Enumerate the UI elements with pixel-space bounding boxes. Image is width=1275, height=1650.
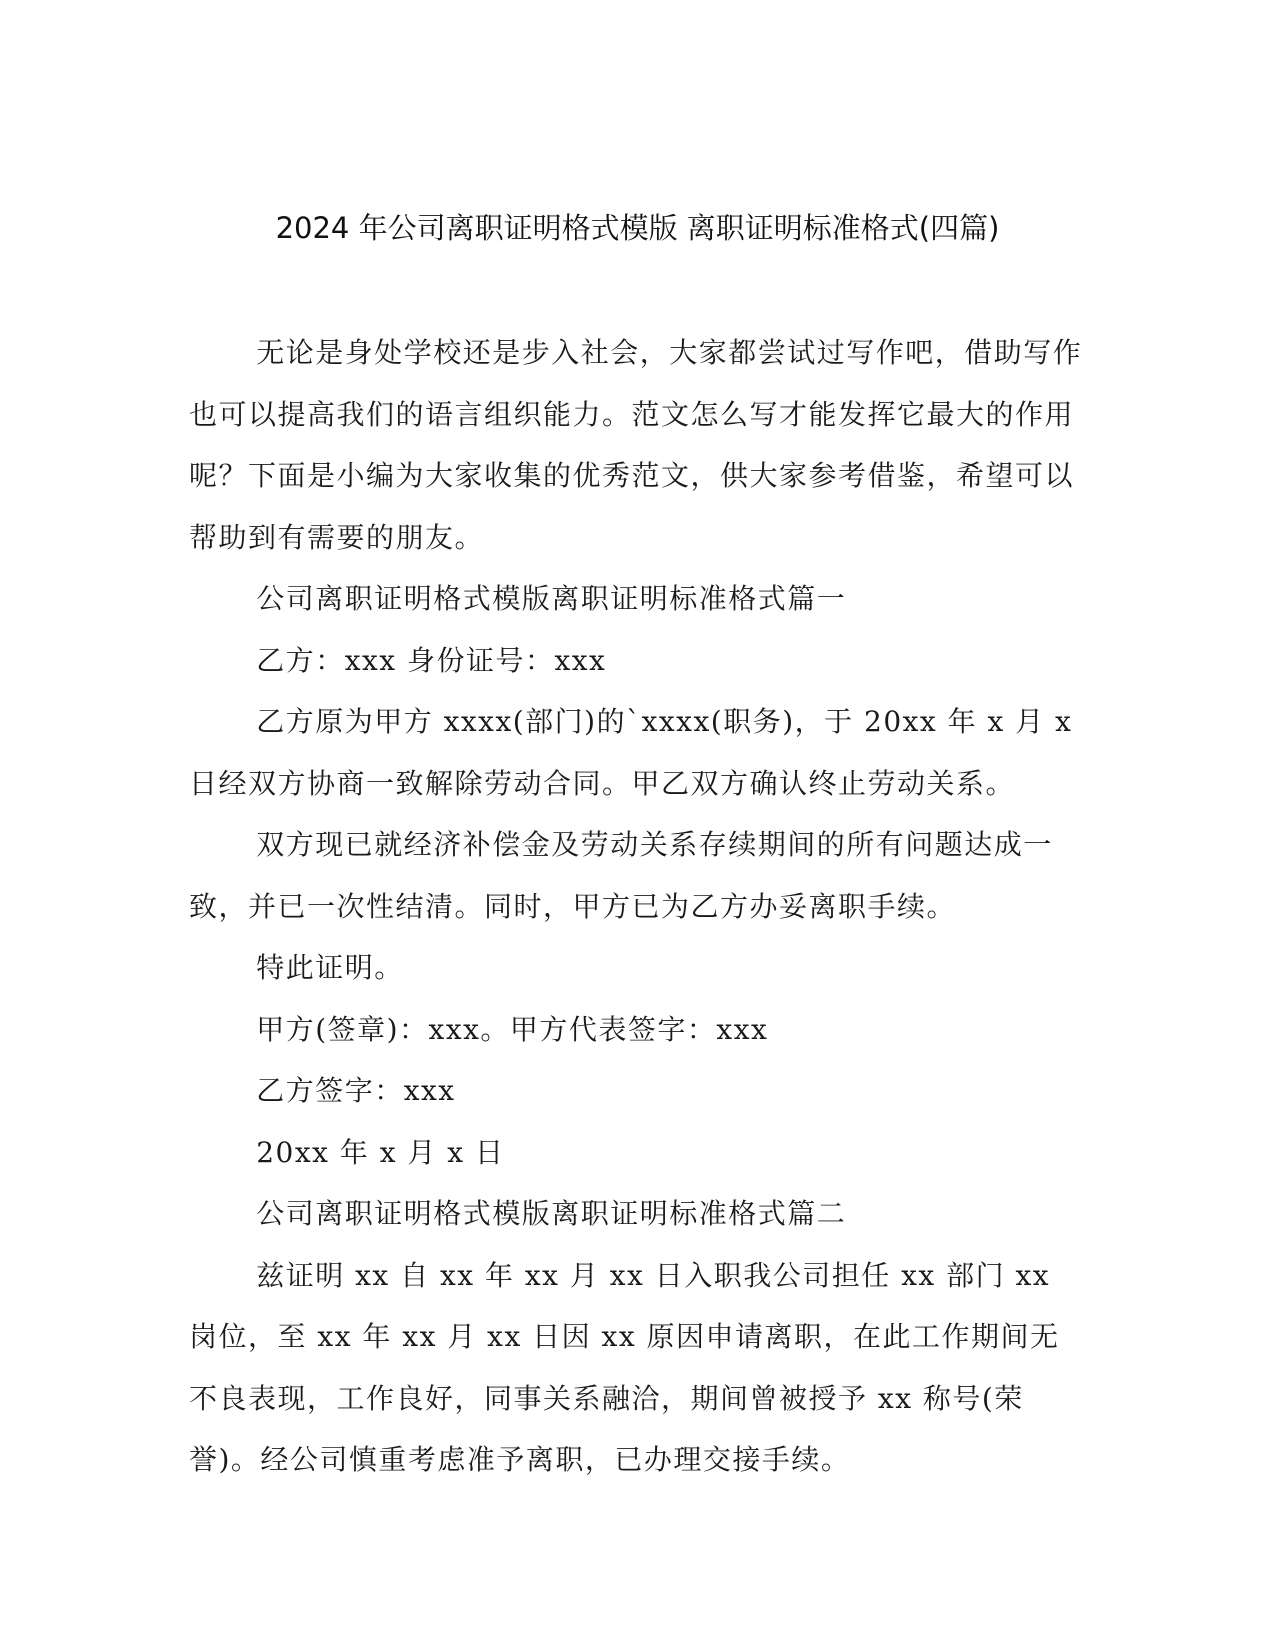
party-b-signature-line: 乙方签字：xxx: [256, 1074, 456, 1107]
certification-line: 特此证明。: [256, 951, 404, 984]
party-a-signature-line: 甲方(签章)：xxx。甲方代表签字：xxx: [256, 1012, 769, 1046]
certificate-paragraph: 兹证明 xx 自 xx 年 xx 月 xx 日入职我公司担任 xx 部门 xx 岗位，至 xx 年 xx 月 xx 日因 xx 原因申请离职，在此工作期间无不良表现，工作良好，同事关系融洽，期间曾被授予 xx 称号(荣誉)。经公司慎重考虑准予离职，已办理交接手续。: [189, 1258, 1060, 1476]
document-body: [189, 322, 1084, 1491]
party-b-id-line: 乙方：xxx 身份证号：xxx: [256, 643, 607, 677]
employment-paragraph: 乙方原为甲方 xxxx(部门)的`xxxx(职务)，于 20xx 年 x 月 x 日经双方协商一致解除劳动合同。甲乙双方确认终止劳动关系。: [189, 705, 1073, 800]
document-title: 2024 年公司离职证明格式模版 离职证明标准格式(四篇): [275, 211, 1000, 245]
intro-paragraph: 无论是身处学校还是步入社会，大家都尝试过写作吧，借助写作也可以提高我们的语言组织能力。范文怎么写才能发挥它最大的作用呢？下面是小编为大家收集的优秀范文，供大家参考借鉴，希望可以帮助到有需要的朋友。: [189, 336, 1083, 554]
date-line: 20xx 年 x 月 x 日: [256, 1135, 505, 1169]
settlement-paragraph: 双方现已就经济补偿金及劳动关系存续期间的所有问题达成一致，并已一次性结清。同时，甲方已为乙方办妥离职手续。: [189, 828, 1053, 923]
section-heading-one: 公司离职证明格式模版离职证明标准格式篇一: [256, 582, 847, 615]
section-heading-two: 公司离职证明格式模版离职证明标准格式篇二: [256, 1197, 847, 1230]
